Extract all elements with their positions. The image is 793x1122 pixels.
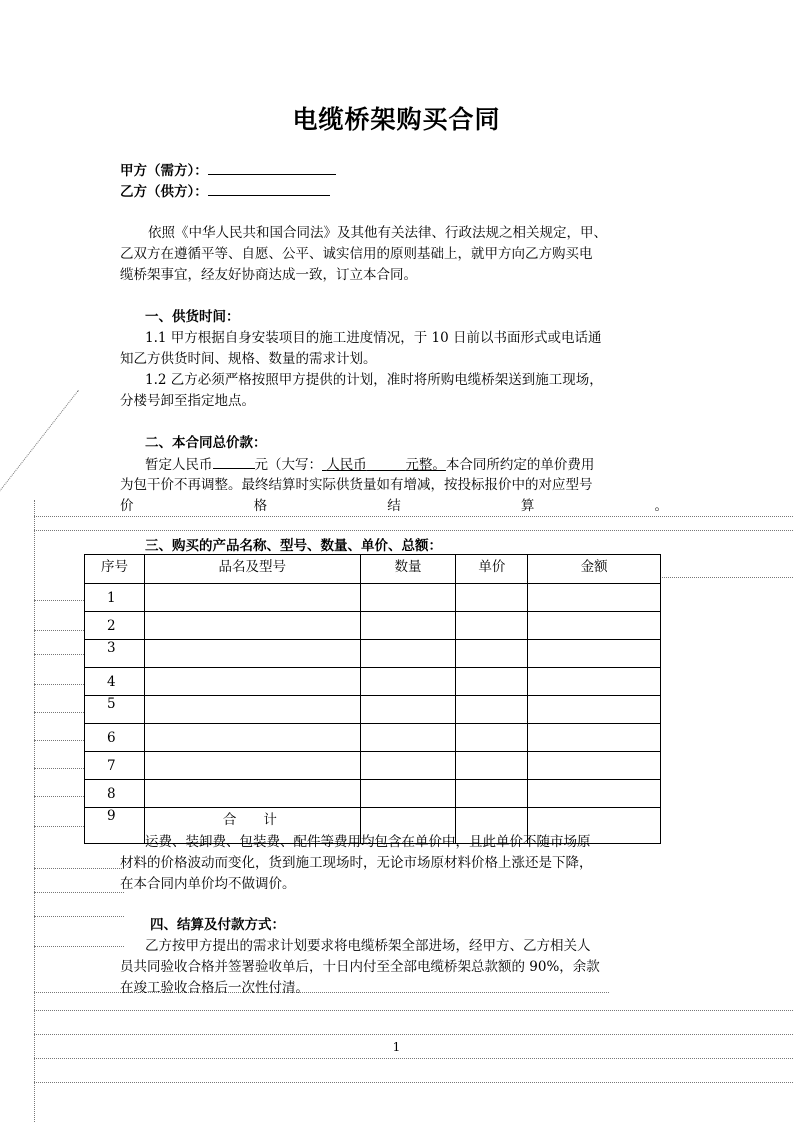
- section3-heading: 三、购买的产品名称、型号、数量、单价、总额：: [145, 538, 442, 554]
- dotted-guide-h8: [34, 712, 84, 713]
- price-currency: 人民币 元整。: [326, 457, 446, 473]
- header-amount: 金额: [528, 555, 661, 584]
- section1-line-2: 知乙方供货时间、规格、数量的需求计划。: [120, 351, 377, 367]
- dotted-guide-h14: [34, 892, 124, 893]
- dotted-guide-h13: [34, 868, 124, 869]
- price-note: 本合同所约定的单价费用: [445, 457, 595, 473]
- table-row: 3: [85, 640, 661, 668]
- header-unit-price: 单价: [456, 555, 528, 584]
- section2-line-3: 价 格 结 算 。: [120, 498, 668, 514]
- section4-line-2: 员共同验收合格并签署验收单后，十日内付至全部电缆桥架总款额的 90%，余款: [120, 959, 600, 975]
- table-row: 1: [85, 584, 661, 612]
- party-b-line: [120, 181, 680, 203]
- dotted-guide-h19: [34, 1034, 793, 1035]
- dotted-guide-h10: [34, 768, 84, 769]
- table-row: 6: [85, 724, 661, 752]
- dotted-guide-h20: [34, 1058, 793, 1059]
- section1-line-1: 1.1 甲方根据自身安装项目的施工进度情况，于 10 日前以书面形式或电话通: [145, 330, 602, 346]
- dotted-guide-h2: [34, 530, 793, 531]
- party-b-blank: [208, 181, 330, 196]
- dotted-guide-h12: [34, 826, 84, 827]
- preamble-line-2: 乙双方在遵循平等、自愿、公平、诚实信用的原则基础上，就甲方向乙方购买电: [120, 246, 593, 262]
- table-row: 2: [85, 612, 661, 640]
- dotted-guide-h7: [34, 684, 84, 685]
- dotted-guide-h11: [34, 796, 84, 797]
- section3-after-1: 运费、装卸费、包装费、配件等费用均包含在单价中，且此单价不随市场原: [145, 834, 591, 850]
- party-a-label: 甲方（需方）：: [120, 163, 208, 179]
- section4-heading: 四、结算及付款方式：: [150, 917, 285, 933]
- preamble-line-1: 依照《中华人民共和国合同法》及其他有关法律、行政法规之相关规定，甲、: [148, 225, 607, 241]
- header-name: 品名及型号: [144, 555, 360, 584]
- section1-line-3: 1.2 乙方必须严格按照甲方提供的计划，准时将所购电缆桥架送到施工现场，: [145, 372, 603, 388]
- dotted-guide-h21: [34, 1082, 793, 1083]
- price-unit: 元（大写：: [254, 457, 322, 473]
- section4-line-1: 乙方按甲方提出的需求计划要求将电缆桥架全部进场，经甲方、乙方相关人: [145, 938, 591, 954]
- section3-after-2: 材料的价格波动而变化，货到施工现场时，无论市场原材料价格上涨还是下降，: [120, 855, 593, 871]
- party-a-blank: [208, 160, 336, 175]
- dotted-guide-h9: [34, 740, 84, 741]
- product-table: [84, 554, 661, 844]
- table-row: 7: [85, 752, 661, 780]
- section1-heading: 一、供货时间：: [145, 309, 240, 325]
- table-header-row: [85, 555, 661, 584]
- dotted-guide-h16: [34, 946, 124, 947]
- dotted-guide-h15: [34, 916, 124, 917]
- table-row: 8: [85, 780, 661, 808]
- section1-line-4: 分楼号卸至指定地点。: [120, 393, 255, 409]
- dotted-guide-h5: [34, 630, 84, 631]
- section2-line-2: 为包干价不再调整。最终结算时实际供货量如有增减，按投标报价中的对应型号: [120, 477, 593, 493]
- dotted-guide-h4: [34, 600, 84, 601]
- section4-line-3: 在竣工验收合格后一次性付清。: [120, 980, 309, 996]
- header-seq: 序号: [85, 555, 145, 584]
- price-prefix: 暂定人民币: [145, 457, 213, 473]
- document-title: 电缆桥架购买合同: [292, 105, 501, 134]
- section2-heading: 二、本合同总价款：: [145, 435, 267, 451]
- page-number: 1: [392, 1040, 401, 1054]
- table-row: 5: [85, 696, 661, 724]
- party-a-line: [120, 160, 680, 182]
- dotted-guide-h3: [660, 577, 793, 578]
- table-row: 4: [85, 668, 661, 696]
- section2-line-1: [145, 454, 705, 476]
- price-amount-blank: [213, 454, 255, 469]
- table-row-total: 9 合 计: [85, 808, 661, 844]
- party-b-label: 乙方（供方）：: [120, 184, 208, 200]
- dotted-guide-h18: [34, 1010, 793, 1011]
- header-qty: 数量: [360, 555, 456, 584]
- preamble-line-3: 缆桥架事宜，经友好协商达成一致，订立本合同。: [120, 267, 417, 283]
- dotted-guide-h6: [34, 654, 84, 655]
- dotted-guide-left: [34, 500, 35, 1122]
- dotted-guide-diagonal: [0, 390, 79, 509]
- section3-after-3: 在本合同内单价均不做调价。: [120, 876, 296, 892]
